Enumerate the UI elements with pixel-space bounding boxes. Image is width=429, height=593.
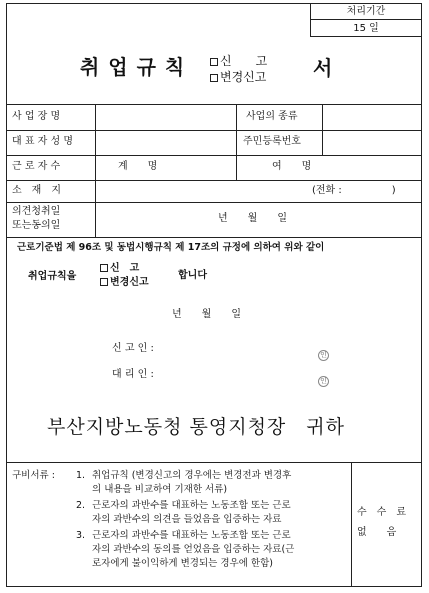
legal-statement: 근로기준법 제 96조 및 동법시행규칙 제 17조의 규정에 의하여 위와 같이	[17, 242, 325, 253]
body-option-report: 신 고	[100, 264, 139, 274]
opinion-date-label-2: 또는동의일	[12, 220, 61, 231]
attachment-item-3-number: 3.	[76, 530, 86, 541]
attachment-item-1-line2: 의 내용을 비교하여 기재한 서류)	[92, 484, 228, 495]
attachment-item-2-line2: 자의 과반수의 의견을 들었음을 입증하는 자료	[92, 514, 282, 525]
opinion-date-field[interactable]: 년 월 일	[218, 213, 287, 224]
attachment-item-2-line1: 근로자의 과반수를 대표하는 노동조합 또는 근로	[92, 500, 291, 511]
processing-period-label: 처리기간	[346, 6, 386, 17]
business-type-field[interactable]	[323, 105, 421, 129]
agent-seal	[318, 370, 329, 387]
title-option-change: 변경신고	[210, 71, 266, 83]
report-checkbox[interactable]	[210, 58, 218, 66]
form-title-suffix: 서	[313, 56, 333, 80]
processing-period-box	[310, 3, 422, 37]
business-type-label: 사업의 종류	[246, 111, 298, 122]
workers-female-field[interactable]: 여 명	[272, 161, 312, 172]
body-ending: 합니다	[178, 270, 207, 281]
workers-label: 근 로 자 수	[12, 161, 61, 172]
attachment-item-3-line3: 로자에게 불이익하게 변경되는 경우에 한함)	[92, 558, 273, 569]
phone-field[interactable]: (전화 : )	[312, 185, 396, 196]
body-report-checkbox[interactable]	[100, 264, 108, 272]
fee-value: 없 음	[357, 527, 397, 538]
attachment-item-3-line2: 자의 과반수의 동의를 얻었음을 입증하는 자료(근	[92, 544, 295, 555]
fee-label: 수 수 료	[357, 507, 406, 518]
form-title: 취 업 규 칙	[80, 55, 186, 79]
change-report-checkbox[interactable]	[210, 74, 218, 82]
processing-period-value: 15 일	[353, 23, 379, 34]
attachment-item-2-number: 2.	[76, 500, 86, 511]
workers-total-field[interactable]: 계 명	[118, 161, 158, 172]
attachments-label: 구비서류 :	[12, 470, 55, 481]
attachment-item-3-line1: 근로자의 과반수를 대표하는 노동조합 또는 근로	[92, 530, 291, 541]
addressee: 부산지방노동청 통영지청장 귀하	[47, 416, 345, 438]
opinion-date-label-1: 의견청취일	[12, 206, 61, 217]
attachment-item-1-line1: 취업규칙 (변경신고의 경우에는 변경전과 변경후	[92, 470, 292, 481]
title-option-report: 신 고	[210, 55, 267, 67]
report-date-field[interactable]: 년 월 일	[172, 309, 241, 320]
business-name-field[interactable]	[96, 105, 235, 129]
reporter-seal	[318, 344, 329, 361]
body-option-change: 변경신고	[100, 278, 149, 288]
seal-icon: 인	[318, 350, 329, 361]
resident-number-field[interactable]	[323, 131, 421, 154]
address-label: 소 재 지	[12, 185, 61, 196]
resident-number-label: 주민등록번호	[243, 136, 301, 147]
seal-icon: 인	[318, 376, 329, 387]
attachment-item-1-number: 1.	[76, 470, 86, 481]
representative-field[interactable]	[96, 131, 235, 154]
rule-label: 취업규칙을	[28, 271, 77, 282]
business-name-label: 사 업 장 명	[12, 111, 61, 122]
reporter-label: 신 고 인 :	[112, 343, 154, 354]
agent-label: 대 리 인 :	[112, 369, 154, 380]
representative-label: 대 표 자 성 명	[12, 136, 74, 147]
body-change-checkbox[interactable]	[100, 278, 108, 286]
